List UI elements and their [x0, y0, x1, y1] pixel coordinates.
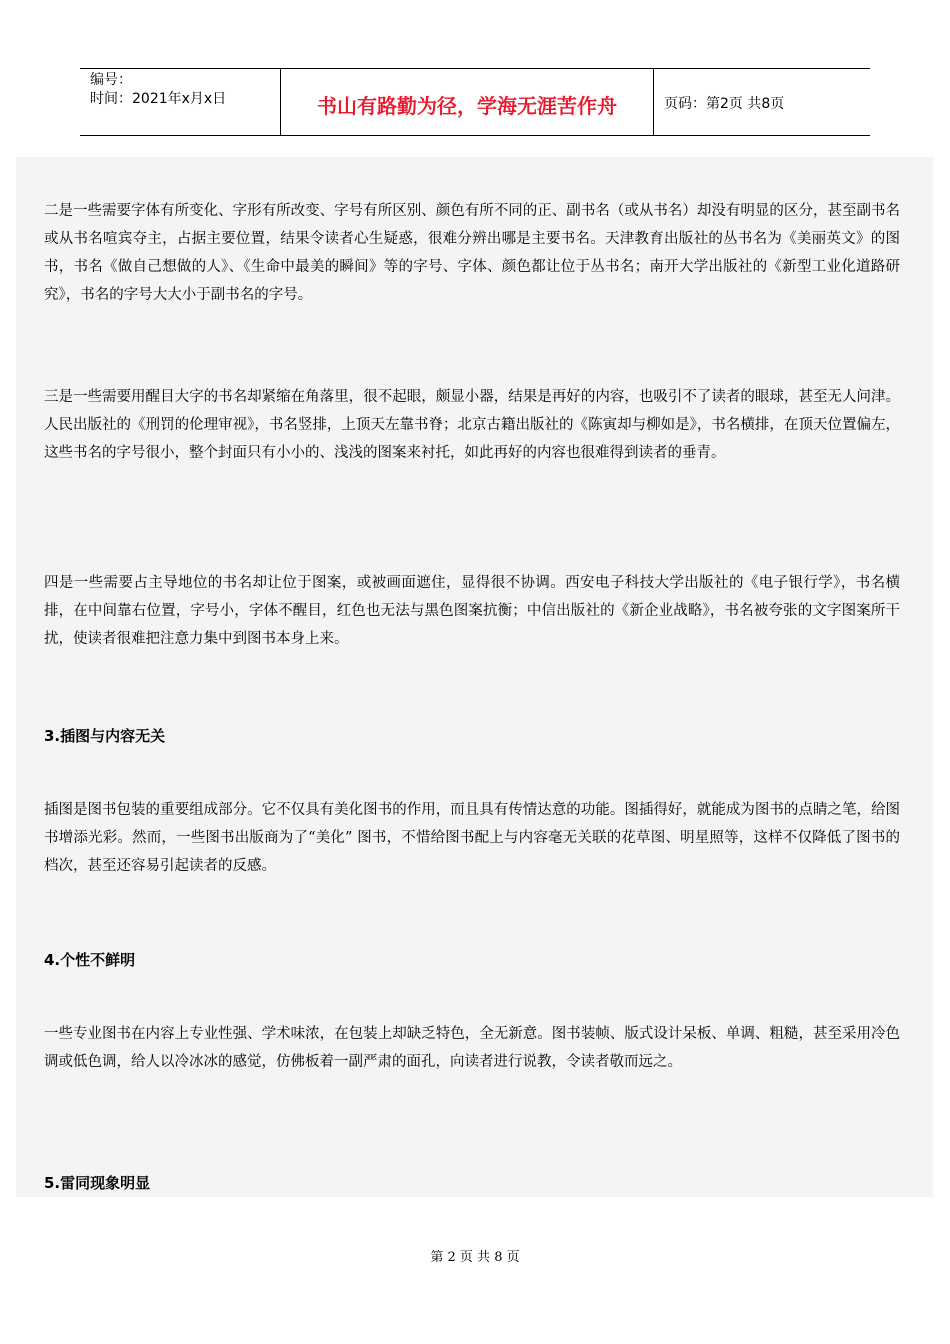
section-heading-4: 4.个性不鲜明 — [44, 951, 136, 969]
paragraph-3: 三是一些需要用醒目大字的书名却紧缩在角落里，很不起眼，颇显小器，结果是再好的内容，也吸引不了读者的眼球，甚至无人问津。人民出版社的《刑罚的伦理审视》，书名竖排，上顶天左靠书脊；北京古籍出版社的《陈寅却与柳如是》，书名横排，在顶天位置偏左，这些书名的字号很小，整个封面只有小小的、浅浅的图案来衬托，如此再好的内容也很难得到读者的垂青。 — [44, 389, 900, 461]
paragraph-4: 四是一些需要占主导地位的书名却让位于图案，或被画面遮住，显得很不协调。西安电子科技大学出版社的《电子银行学》，书名横排，在中间靠右位置，字号小，字体不醒目，红色也无法与黑色图案抗衡；中信出版社的《新企业战略》，书名被夸张的文字图案所干扰，使读者很难把注意力集中到图书本身上来。 — [44, 575, 900, 647]
header-number-label: 编号： — [90, 72, 132, 88]
header-meta-cell — [80, 69, 281, 135]
header-motto: 书山有路勤为径，学海无涯苦作舟 — [281, 69, 654, 135]
header-page-info: 页码：第2页 共8页 — [664, 96, 785, 112]
section-heading-5: 5.雷同现象明显 — [44, 1174, 151, 1192]
paragraph-illustration: 插图是图书包装的重要组成部分。它不仅具有美化图书的作用，而且具有传情达意的功能。图插得好，就能成为图书的点睛之笔，给图书增添光彩。然而，一些图书出版商为了“美化” 图书，不惜给图书配上与内容毫无关联的花草图、明星照等，这样不仅降低了图书的档次，甚至还容易引起读者的反感。 — [44, 802, 900, 874]
page-footer: 第 2 页 共 8 页 — [430, 1250, 520, 1265]
page-header — [80, 68, 870, 136]
section-heading-3: 3.插图与内容无关 — [44, 727, 166, 745]
paragraph-personality: 一些专业图书在内容上专业性强、学术味浓，在包装上却缺乏特色，全无新意。图书装帧、版式设计呆板、单调、粗糙，甚至采用冷色调或低色调，给人以冷冰冰的感觉，仿佛板着一副严肃的面孔，向读者进行说教，令读者敬而远之。 — [44, 1026, 900, 1070]
paragraph-2: 二是一些需要字体有所变化、字形有所改变、字号有所区别、颜色有所不同的正、副书名（或从书名）却没有明显的区分，甚至副书名或从书名喧宾夺主，占据主要位置，结果令读者心生疑惑，很难分辨出哪是主要书名。天津教育出版社的丛书名为《美丽英文》的图书，书名《做自己想做的人》、《生命中最美的瞬间》等的字号、字体、颜色都让位于丛书名；南开大学出版社的《新型工业化道路研究》，书名的字号大大小于副书名的字号。 — [44, 203, 900, 303]
header-time-label: 时间：2021年x月x日 — [90, 91, 227, 107]
